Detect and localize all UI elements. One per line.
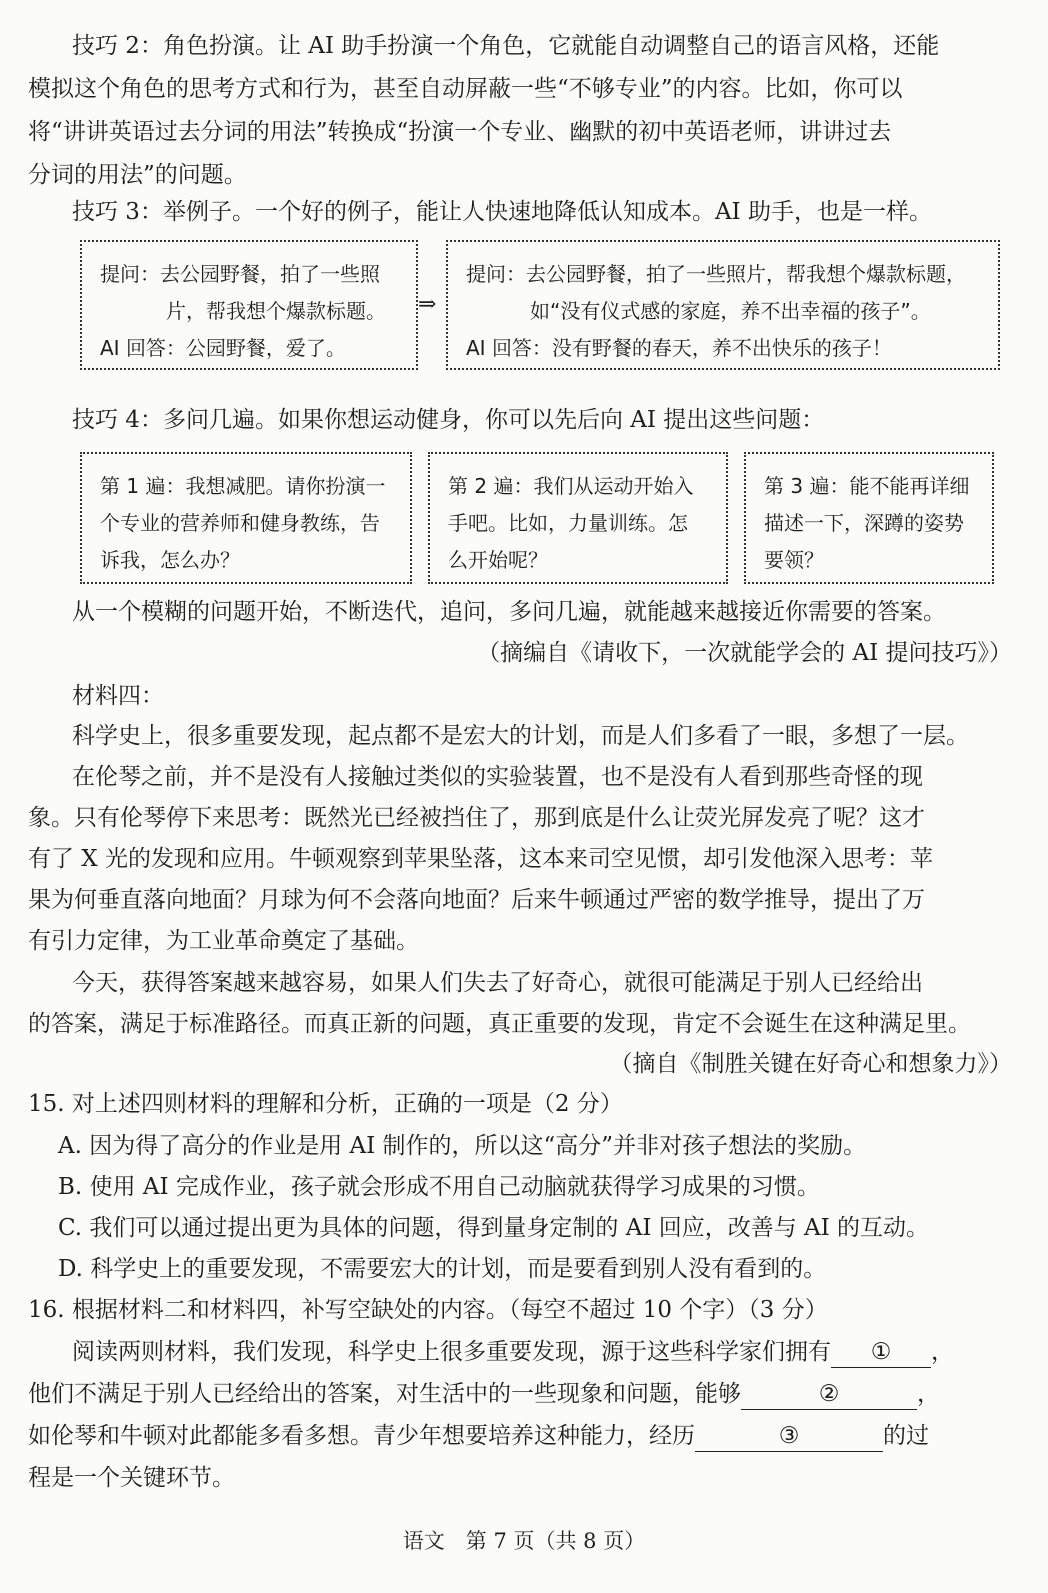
tip2-line: 技巧 2：角色扮演。让 AI 助手扮演一个角色，它就能自动调整自己的语言风格，还能 xyxy=(72,33,940,59)
tip4-intro: 技巧 4：多问几遍。如果你想运动健身，你可以先后向 AI 提出这些问题： xyxy=(72,407,825,433)
question-box-line: 个专业的营养师和健身教练，告 xyxy=(100,511,380,535)
example-before-line: 片，帮我想个爆款标题。 xyxy=(166,299,386,323)
question-box-line: 第 3 遍：能不能再详细 xyxy=(764,474,970,498)
example-box-after xyxy=(446,240,1000,370)
question-box-line: 诉我，怎么办？ xyxy=(100,548,240,572)
answer-blank-3[interactable]: ③ xyxy=(695,1421,883,1452)
question-stem: 16. 根据材料二和材料四，补写空缺处的内容。（每空不超过 10 个字）（3 分） xyxy=(28,1297,828,1323)
material4-text: 科学史上，很多重要发现，起点都不是宏大的计划，而是人们多看了一眼，多想了一层。 xyxy=(72,723,969,749)
option-a: A. 因为得了高分的作业是用 AI 制作的，所以这“高分”并非对孩子想法的奖励。 xyxy=(58,1133,867,1159)
question-text xyxy=(28,1374,1018,1414)
option-c: C. 我们可以通过提出更为具体的问题，得到量身定制的 AI 回应，改善与 AI 的互动。 xyxy=(58,1215,930,1241)
question-text xyxy=(72,1332,1018,1372)
tip2-line: 将“讲讲英语过去分词的用法”转换成“扮演一个专业、幽默的初中英语老师，讲讲过去 xyxy=(28,119,892,145)
question-box-line: 要领？ xyxy=(764,548,824,572)
question-box-2 xyxy=(428,452,728,584)
material4-text: 有引力定律，为工业革命奠定了基础。 xyxy=(28,928,419,954)
source-citation: （摘自《制胜关键在好奇心和想象力》） xyxy=(609,1051,1012,1077)
example-after-line: 如“没有仪式感的家庭，养不出幸福的孩子”。 xyxy=(530,299,931,323)
question-text: 程是一个关键环节。 xyxy=(28,1465,235,1491)
option-d: D. 科学史上的重要发现，不需要宏大的计划，而是要看到别人没有看到的。 xyxy=(58,1256,827,1282)
example-before-line: 提问：去公园野餐，拍了一些照 xyxy=(100,262,380,286)
question-stem: 15. 对上述四则材料的理解和分析，正确的一项是（2 分） xyxy=(28,1091,623,1117)
comma: ， xyxy=(931,1339,954,1365)
question-box-line: 第 1 遍：我想减肥。请你扮演一 xyxy=(100,474,386,498)
question-box-line: 描述一下，深蹲的姿势 xyxy=(764,511,964,535)
tip4-conclusion: 从一个模糊的问题开始，不断迭代，追问，多问几遍，就能越来越接近你需要的答案。 xyxy=(72,599,946,625)
question-text-segment: 他们不满足于别人已经给出的答案，对生活中的一些现象和问题，能够 xyxy=(28,1381,741,1407)
question-box-line: 么开始呢？ xyxy=(448,548,548,572)
question-text-segment: 阅读两则材料，我们发现，科学史上很多重要发现，源于这些科学家们拥有 xyxy=(72,1339,831,1365)
material4-text: 果为何垂直落向地面？月球为何不会落向地面？后来牛顿通过严密的数学推导，提出了万 xyxy=(28,887,925,913)
comma: ， xyxy=(917,1381,940,1407)
question-box-3 xyxy=(744,452,994,584)
answer-blank-2[interactable]: ② xyxy=(741,1379,917,1410)
option-b: B. 使用 AI 完成作业，孩子就会形成不用自己动脑就获得学习成果的习惯。 xyxy=(58,1174,820,1200)
material4-text: 象。只有伦琴停下来思考：既然光已经被挡住了，那到底是什么让荧光屏发亮了呢？这才 xyxy=(28,805,925,831)
question-box-1 xyxy=(80,452,412,584)
question-box-line: 手吧。比如，力量训练。怎 xyxy=(448,511,688,535)
page-footer: 语文 第 7 页（共 8 页） xyxy=(402,1529,646,1553)
material4-text: 的答案，满足于标准路径。而真正新的问题，真正重要的发现，肯定不会诞生在这种满足里。 xyxy=(28,1011,971,1037)
answer-blank-1[interactable]: ① xyxy=(831,1337,931,1368)
question-text xyxy=(28,1416,1018,1456)
question-box-line: 第 2 遍：我们从运动开始入 xyxy=(448,474,694,498)
source-citation: （摘编自《请收下，一次就能学会的 AI 提问技巧》） xyxy=(477,640,1012,666)
example-before-line: AI 回答：公园野餐，爱了。 xyxy=(100,336,346,360)
material4-text: 今天，获得答案越来越容易，如果人们失去了好奇心，就很可能满足于别人已经给出 xyxy=(72,970,923,996)
material4-title: 材料四： xyxy=(72,683,164,709)
example-box-before xyxy=(80,240,418,370)
tip2-line: 分词的用法”的问题。 xyxy=(28,162,247,188)
material4-text: 在伦琴之前，并不是没有人接触过类似的实验装置，也不是没有人看到那些奇怪的现 xyxy=(72,764,923,790)
arrow-icon: ⇒ xyxy=(418,292,437,317)
question-text-segment: 如伦琴和牛顿对此都能多看多想。青少年想要培养这种能力，经历 xyxy=(28,1423,695,1449)
question-text-segment: 的过 xyxy=(883,1423,929,1449)
example-after-line: 提问：去公园野餐，拍了一些照片，帮我想个爆款标题， xyxy=(466,262,966,286)
tip3-intro: 技巧 3：举例子。一个好的例子，能让人快速地降低认知成本。AI 助手，也是一样。 xyxy=(72,199,932,225)
material4-text: 有了 X 光的发现和应用。牛顿观察到苹果坠落，这本来司空见惯，却引发他深入思考：苹 xyxy=(28,846,933,872)
tip2-line: 模拟这个角色的思考方式和行为，甚至自动屏蔽一些“不够专业”的内容。比如，你可以 xyxy=(28,76,903,102)
example-after-line: AI 回答：没有野餐的春天，养不出快乐的孩子！ xyxy=(466,336,892,360)
